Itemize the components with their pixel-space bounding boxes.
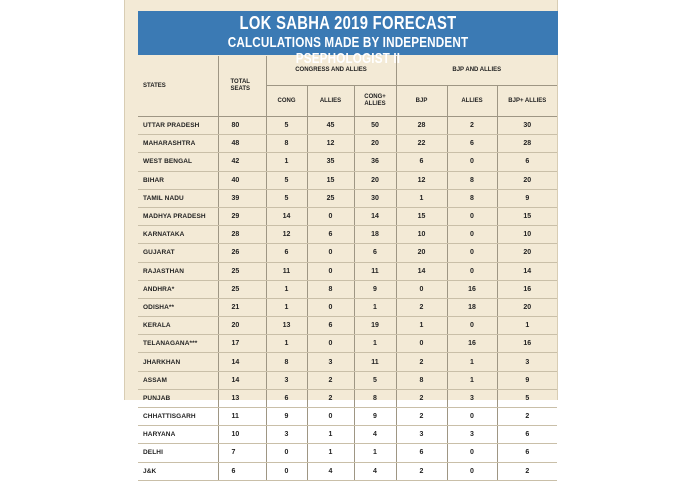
bjp-cell: 10 xyxy=(396,226,447,244)
cong-allies-cell: 6 xyxy=(307,226,354,244)
total-seats-cell: 80 xyxy=(218,117,266,135)
cong-plus-allies-cell: 5 xyxy=(354,371,396,389)
cong-cell: 8 xyxy=(266,135,307,153)
table-row xyxy=(138,117,557,135)
cong-cell: 0 xyxy=(266,444,307,462)
state-cell: TAMIL NADU xyxy=(138,189,218,207)
bjp-plus-allies-cell: 6 xyxy=(497,444,557,462)
cong-allies-cell: 0 xyxy=(307,207,354,225)
cong-cell: 6 xyxy=(266,244,307,262)
state-cell: PUNJAB xyxy=(138,389,218,407)
state-cell: RAJASTHAN xyxy=(138,262,218,280)
state-cell: J&K xyxy=(138,462,218,480)
table-row xyxy=(138,171,557,189)
header-congress-and-allies: CONGRESS AND ALLIES xyxy=(266,56,396,86)
total-seats-cell: 13 xyxy=(218,389,266,407)
total-seats-cell: 7 xyxy=(218,444,266,462)
bjp-cell: 28 xyxy=(396,117,447,135)
bjp-allies-cell: 0 xyxy=(447,207,497,225)
bjp-allies-cell: 1 xyxy=(447,371,497,389)
cong-plus-allies-cell: 1 xyxy=(354,298,396,316)
bjp-cell: 0 xyxy=(396,335,447,353)
bjp-plus-allies-cell: 2 xyxy=(497,408,557,426)
bjp-plus-allies-cell: 20 xyxy=(497,298,557,316)
cong-cell: 13 xyxy=(266,317,307,335)
state-cell: BIHAR xyxy=(138,171,218,189)
bjp-allies-cell: 0 xyxy=(447,244,497,262)
cong-plus-allies-cell: 9 xyxy=(354,280,396,298)
state-cell: JHARKHAN xyxy=(138,353,218,371)
bjp-allies-cell: 16 xyxy=(447,280,497,298)
bjp-cell: 2 xyxy=(396,408,447,426)
bjp-allies-cell: 2 xyxy=(447,117,497,135)
table-row xyxy=(138,153,557,171)
cong-allies-cell: 25 xyxy=(307,189,354,207)
cong-plus-allies-cell: 9 xyxy=(354,408,396,426)
bjp-cell: 2 xyxy=(396,353,447,371)
cong-plus-allies-cell: 20 xyxy=(354,135,396,153)
table-row xyxy=(138,426,557,444)
cong-allies-cell: 4 xyxy=(307,462,354,480)
bjp-allies-cell: 0 xyxy=(447,462,497,480)
cong-allies-cell: 15 xyxy=(307,171,354,189)
cong-plus-allies-cell: 19 xyxy=(354,317,396,335)
cong-cell: 1 xyxy=(266,335,307,353)
bjp-cell: 20 xyxy=(396,244,447,262)
cong-plus-allies-cell: 18 xyxy=(354,226,396,244)
header-states: STATES xyxy=(138,56,218,117)
total-seats-cell: 28 xyxy=(218,226,266,244)
cong-allies-cell: 6 xyxy=(307,317,354,335)
bjp-allies-cell: 3 xyxy=(447,389,497,407)
total-seats-cell: 17 xyxy=(218,335,266,353)
bjp-allies-cell: 0 xyxy=(447,408,497,426)
cong-plus-allies-cell: 1 xyxy=(354,444,396,462)
cong-cell: 1 xyxy=(266,298,307,316)
cong-allies-cell: 0 xyxy=(307,244,354,262)
title-banner xyxy=(138,11,558,67)
state-cell: ANDHRA* xyxy=(138,280,218,298)
bjp-plus-allies-cell: 3 xyxy=(497,353,557,371)
bjp-plus-allies-cell: 5 xyxy=(497,389,557,407)
cong-allies-cell: 3 xyxy=(307,353,354,371)
cong-cell: 0 xyxy=(266,462,307,480)
state-cell: UTTAR PRADESH xyxy=(138,117,218,135)
total-seats-cell: 10 xyxy=(218,426,266,444)
cong-plus-allies-cell: 4 xyxy=(354,426,396,444)
bjp-cell: 12 xyxy=(396,171,447,189)
bjp-allies-cell: 6 xyxy=(447,135,497,153)
state-cell: MAHARASHTRA xyxy=(138,135,218,153)
header-bjp-plus-allies: BJP+ ALLIES xyxy=(497,86,557,117)
bjp-cell: 22 xyxy=(396,135,447,153)
bjp-cell: 8 xyxy=(396,371,447,389)
bjp-cell: 1 xyxy=(396,317,447,335)
total-seats-cell: 21 xyxy=(218,298,266,316)
cong-allies-cell: 0 xyxy=(307,408,354,426)
table-row xyxy=(138,389,557,407)
state-cell: HARYANA xyxy=(138,426,218,444)
state-cell: GUJARAT xyxy=(138,244,218,262)
bjp-plus-allies-cell: 20 xyxy=(497,171,557,189)
total-seats-cell: 26 xyxy=(218,244,266,262)
cong-plus-allies-cell: 1 xyxy=(354,335,396,353)
bjp-plus-allies-cell: 9 xyxy=(497,189,557,207)
bjp-plus-allies-cell: 9 xyxy=(497,371,557,389)
table-row xyxy=(138,207,557,225)
bjp-cell: 2 xyxy=(396,298,447,316)
cong-allies-cell: 12 xyxy=(307,135,354,153)
cong-cell: 8 xyxy=(266,353,307,371)
cong-plus-allies-cell: 6 xyxy=(354,244,396,262)
state-cell: KARNATAKA xyxy=(138,226,218,244)
bjp-cell: 6 xyxy=(396,153,447,171)
bjp-plus-allies-cell: 16 xyxy=(497,280,557,298)
cong-cell: 5 xyxy=(266,117,307,135)
table-row xyxy=(138,135,557,153)
bjp-cell: 0 xyxy=(396,280,447,298)
table-row xyxy=(138,371,557,389)
bjp-allies-cell: 0 xyxy=(447,444,497,462)
forecast-title: LOK SABHA 2019 FORECAST xyxy=(239,13,457,33)
cong-cell: 3 xyxy=(266,426,307,444)
total-seats-cell: 29 xyxy=(218,207,266,225)
table-row xyxy=(138,244,557,262)
cong-allies-cell: 0 xyxy=(307,335,354,353)
cong-allies-cell: 1 xyxy=(307,426,354,444)
state-cell: ASSAM xyxy=(138,371,218,389)
bjp-plus-allies-cell: 30 xyxy=(497,117,557,135)
forecast-subtitle: CALCULATIONS MADE BY INDEPENDENT PSEPHOLOGIST II xyxy=(227,34,469,67)
cong-plus-allies-cell: 36 xyxy=(354,153,396,171)
table-body xyxy=(138,117,557,481)
header-bjp-allies: ALLIES xyxy=(447,86,497,117)
bjp-allies-cell: 0 xyxy=(447,226,497,244)
cong-plus-allies-cell: 50 xyxy=(354,117,396,135)
header-cong-plus-allies: CONG+ ALLIES xyxy=(354,86,396,117)
total-seats-cell: 11 xyxy=(218,408,266,426)
cong-plus-allies-cell: 30 xyxy=(354,189,396,207)
bjp-allies-cell: 8 xyxy=(447,171,497,189)
total-seats-cell: 20 xyxy=(218,317,266,335)
bjp-plus-allies-cell: 1 xyxy=(497,317,557,335)
bjp-allies-cell: 1 xyxy=(447,353,497,371)
bjp-cell: 3 xyxy=(396,426,447,444)
total-seats-cell: 14 xyxy=(218,371,266,389)
total-seats-cell: 14 xyxy=(218,353,266,371)
bjp-allies-cell: 16 xyxy=(447,335,497,353)
bjp-plus-allies-cell: 14 xyxy=(497,262,557,280)
cong-cell: 1 xyxy=(266,280,307,298)
cong-allies-cell: 8 xyxy=(307,280,354,298)
bjp-plus-allies-cell: 2 xyxy=(497,462,557,480)
total-seats-cell: 25 xyxy=(218,262,266,280)
total-seats-cell: 40 xyxy=(218,171,266,189)
cong-cell: 9 xyxy=(266,408,307,426)
total-seats-cell: 39 xyxy=(218,189,266,207)
cong-allies-cell: 0 xyxy=(307,298,354,316)
bjp-cell: 6 xyxy=(396,444,447,462)
table-row xyxy=(138,444,557,462)
state-cell: WEST BENGAL xyxy=(138,153,218,171)
table-row xyxy=(138,298,557,316)
cong-cell: 6 xyxy=(266,389,307,407)
bjp-cell: 15 xyxy=(396,207,447,225)
cong-cell: 5 xyxy=(266,171,307,189)
cong-cell: 3 xyxy=(266,371,307,389)
cong-cell: 11 xyxy=(266,262,307,280)
bjp-plus-allies-cell: 6 xyxy=(497,153,557,171)
cong-plus-allies-cell: 4 xyxy=(354,462,396,480)
state-cell: ODISHA** xyxy=(138,298,218,316)
total-seats-cell: 6 xyxy=(218,462,266,480)
forecast-table xyxy=(138,56,557,481)
cong-allies-cell: 0 xyxy=(307,262,354,280)
bjp-allies-cell: 3 xyxy=(447,426,497,444)
cong-plus-allies-cell: 11 xyxy=(354,262,396,280)
total-seats-cell: 42 xyxy=(218,153,266,171)
bjp-plus-allies-cell: 16 xyxy=(497,335,557,353)
bjp-cell: 14 xyxy=(396,262,447,280)
state-cell: DELHI xyxy=(138,444,218,462)
cong-plus-allies-cell: 14 xyxy=(354,207,396,225)
table-row xyxy=(138,317,557,335)
table-row xyxy=(138,335,557,353)
header-cong: CONG xyxy=(266,86,307,117)
newspaper-clipping xyxy=(124,0,558,475)
cong-allies-cell: 45 xyxy=(307,117,354,135)
total-seats-cell: 25 xyxy=(218,280,266,298)
table-row xyxy=(138,226,557,244)
bjp-plus-allies-cell: 20 xyxy=(497,244,557,262)
header-bjp: BJP xyxy=(396,86,447,117)
bjp-plus-allies-cell: 10 xyxy=(497,226,557,244)
header-bjp-and-allies: BJP AND ALLIES xyxy=(396,56,557,86)
table-row xyxy=(138,353,557,371)
cong-allies-cell: 1 xyxy=(307,444,354,462)
table-row xyxy=(138,189,557,207)
bjp-plus-allies-cell: 6 xyxy=(497,426,557,444)
state-cell: CHHATTISGARH xyxy=(138,408,218,426)
total-seats-cell: 48 xyxy=(218,135,266,153)
bjp-allies-cell: 8 xyxy=(447,189,497,207)
cong-cell: 1 xyxy=(266,153,307,171)
header-cong-allies: ALLIES xyxy=(307,86,354,117)
cong-allies-cell: 35 xyxy=(307,153,354,171)
bjp-plus-allies-cell: 15 xyxy=(497,207,557,225)
header-total-seats: TOTAL SEATS xyxy=(218,56,266,117)
bjp-cell: 1 xyxy=(396,189,447,207)
bjp-allies-cell: 0 xyxy=(447,317,497,335)
bjp-allies-cell: 0 xyxy=(447,262,497,280)
table-row xyxy=(138,280,557,298)
table-row xyxy=(138,462,557,480)
cong-cell: 5 xyxy=(266,189,307,207)
cong-plus-allies-cell: 20 xyxy=(354,171,396,189)
bjp-cell: 2 xyxy=(396,462,447,480)
bjp-allies-cell: 18 xyxy=(447,298,497,316)
state-cell: TELANAGANA*** xyxy=(138,335,218,353)
state-cell: MADHYA PRADESH xyxy=(138,207,218,225)
bjp-plus-allies-cell: 28 xyxy=(497,135,557,153)
cong-allies-cell: 2 xyxy=(307,371,354,389)
table-row xyxy=(138,408,557,426)
cong-plus-allies-cell: 8 xyxy=(354,389,396,407)
cong-plus-allies-cell: 11 xyxy=(354,353,396,371)
cong-cell: 14 xyxy=(266,207,307,225)
bjp-allies-cell: 0 xyxy=(447,153,497,171)
cong-allies-cell: 2 xyxy=(307,389,354,407)
bjp-cell: 2 xyxy=(396,389,447,407)
cong-cell: 12 xyxy=(266,226,307,244)
state-cell: KERALA xyxy=(138,317,218,335)
table-row xyxy=(138,262,557,280)
